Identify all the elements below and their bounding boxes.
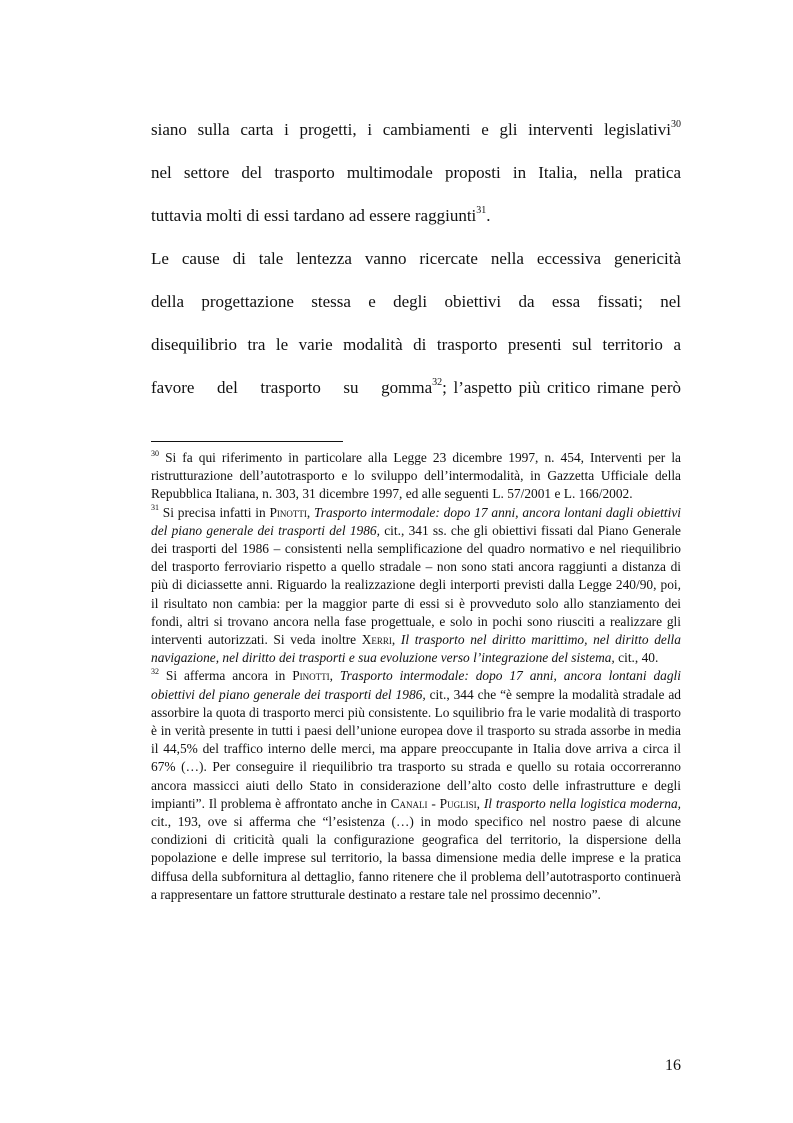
main-text [151, 108, 681, 409]
body-line-6: disequilibrio tra le varie modalità di trasporto presenti sul territorio a [151, 335, 681, 354]
author-name: Pinotti [269, 504, 307, 520]
body-line-1: siano sulla carta i progetti, i cambiamenti e gli interventi legislativi$^{30}$ [151, 119, 681, 139]
body-line-3: tuttavia molti di essi tardano ad essere raggiunti$^{31}$. [151, 205, 491, 225]
author-name: Canali - Puglisi [390, 795, 477, 811]
work-title: Trasporto intermodale: dopo 17 anni, ancora lontani dagli obiettivi del piano generale dei trasporti del 1986, [151, 668, 681, 702]
body-line-7: favore del trasporto su gomma$^{32}$; l’aspetto più critico rimane però [151, 377, 682, 397]
author-name: Xerri [361, 632, 392, 648]
footnote-30: $^{30}$ Si fa qui riferimento in particolare alla Legge 23 dicembre 1997, n. 454, Interventi per la ristrutturazione dell’autotrasporto e lo sviluppo dell’intermodalità, in Gazzetta Ufficiale della Repubblica Italiana, n. 303, 31 dicembre 1997, ed alle seguenti L. 57/2001 e L. 166/2002. [151, 448, 681, 502]
footnote-ref-30[interactable]: 30 [671, 119, 681, 131]
body-line-4: Le cause di tale lentezza vanno ricercate nella eccessiva genericità [151, 249, 681, 268]
footnote-ref-31[interactable]: 31 [476, 205, 487, 217]
page-number: 16 [665, 1057, 681, 1074]
work-title: Trasporto intermodale: dopo 17 anni, ancora lontani dagli obiettivi del piano generale dei trasporti del 1986, [151, 504, 681, 538]
body-line-2: nel settore del trasporto multimodale proposti in Italia, nella pratica [151, 163, 681, 182]
footnote-number: 30 [151, 448, 159, 458]
footnote-31: $^{31}$ Si precisa infatti in Pinotti, Trasporto intermodale: dopo 17 anni, ancora lontani dagli obiettivi del piano generale dei trasporti del 1986, cit., 341 ss. che gli obiettivi fissati dal Piano Generale dei trasporti del 1986 – consistenti nella semplificazione del quadro normativo e nel riequilibrio del trasporto ferroviario rispetto a quello stradale – non sono stati ancora raggiunti a distanza di più di diciassette anni. Riguardo la realizzazione degli interporti previsti dalla Legge 240/90, poi, il risultato non cambia: per la maggior parte di essi si è provveduto solo allo stanziamento dei fondi, altri si trovano ancora nella fase progettuale, e solo in pochi sono riusciti a realizzare gli interventi autorizzati. Si veda inoltre Xerri, Il trasporto nel diritto marittimo, nel diritto della navigazione, nel diritto dei trasporti e sua evoluzione verso l’integrazione del sistema, cit., 40. [151, 503, 681, 666]
footnote-32: $^{32}$ Si afferma ancora in Pinotti, Trasporto intermodale: dopo 17 anni, ancora lontani dagli obiettivi del piano generale dei trasporti del 1986, cit., 344 che “è sempre la modalità stradale ad assorbire la quota di trasporto merci più consistente. Lo squilibrio fra le varie modalità di trasporto è in verità presente in tutti i paesi dell’unione europea dove il trasporto su strada assorbe in media il 44,5% del traffico interno delle merci, ma appare preoccupante in Italia dove arriva a circa il 67% (…). Per conseguire il riequilibrio tra trasporto su strada e quello su rotaia occorreranno ancora massicci aiuti dello Stato in considerazione dell’alto costo delle infrastrutture e degli impianti”. Il problema è affrontato anche in Canali - Puglisi, Il trasporto nella logistica moderna, cit., 193, ove si afferma che “l’esistenza (…) in modo specifico nel nostro paese di alcune condizioni di criticità quali la configurazione geografica del territorio, la dispersione della popolazione e delle imprese sul territorio, la bassa dimensione media delle imprese e la pratica diffusa della subfornitura al dettaglio, fanno ritenere che il problema dell’autotrasporto continuerà a rappresentare un fattore strutturale destinato a restare tale nel prossimo decennio”. [151, 666, 682, 902]
author-name: Pinotti [292, 668, 330, 684]
footnote-separator [151, 441, 343, 442]
footnote-ref-32[interactable]: 32 [432, 377, 443, 389]
footnotes [151, 449, 681, 904]
work-title: Il trasporto nella logistica moderna, [483, 795, 682, 811]
footnote-number: 32 [151, 666, 159, 676]
footnote-number: 31 [151, 503, 159, 513]
work-title: Il trasporto nel diritto marittimo, nel diritto della navigazione, nel diritto dei trasporti e sua evoluzione verso l’integrazione del sistema, [151, 632, 681, 666]
body-line-5: della progettazione stessa e degli obiettivi da essa fissati; nel [151, 292, 681, 311]
